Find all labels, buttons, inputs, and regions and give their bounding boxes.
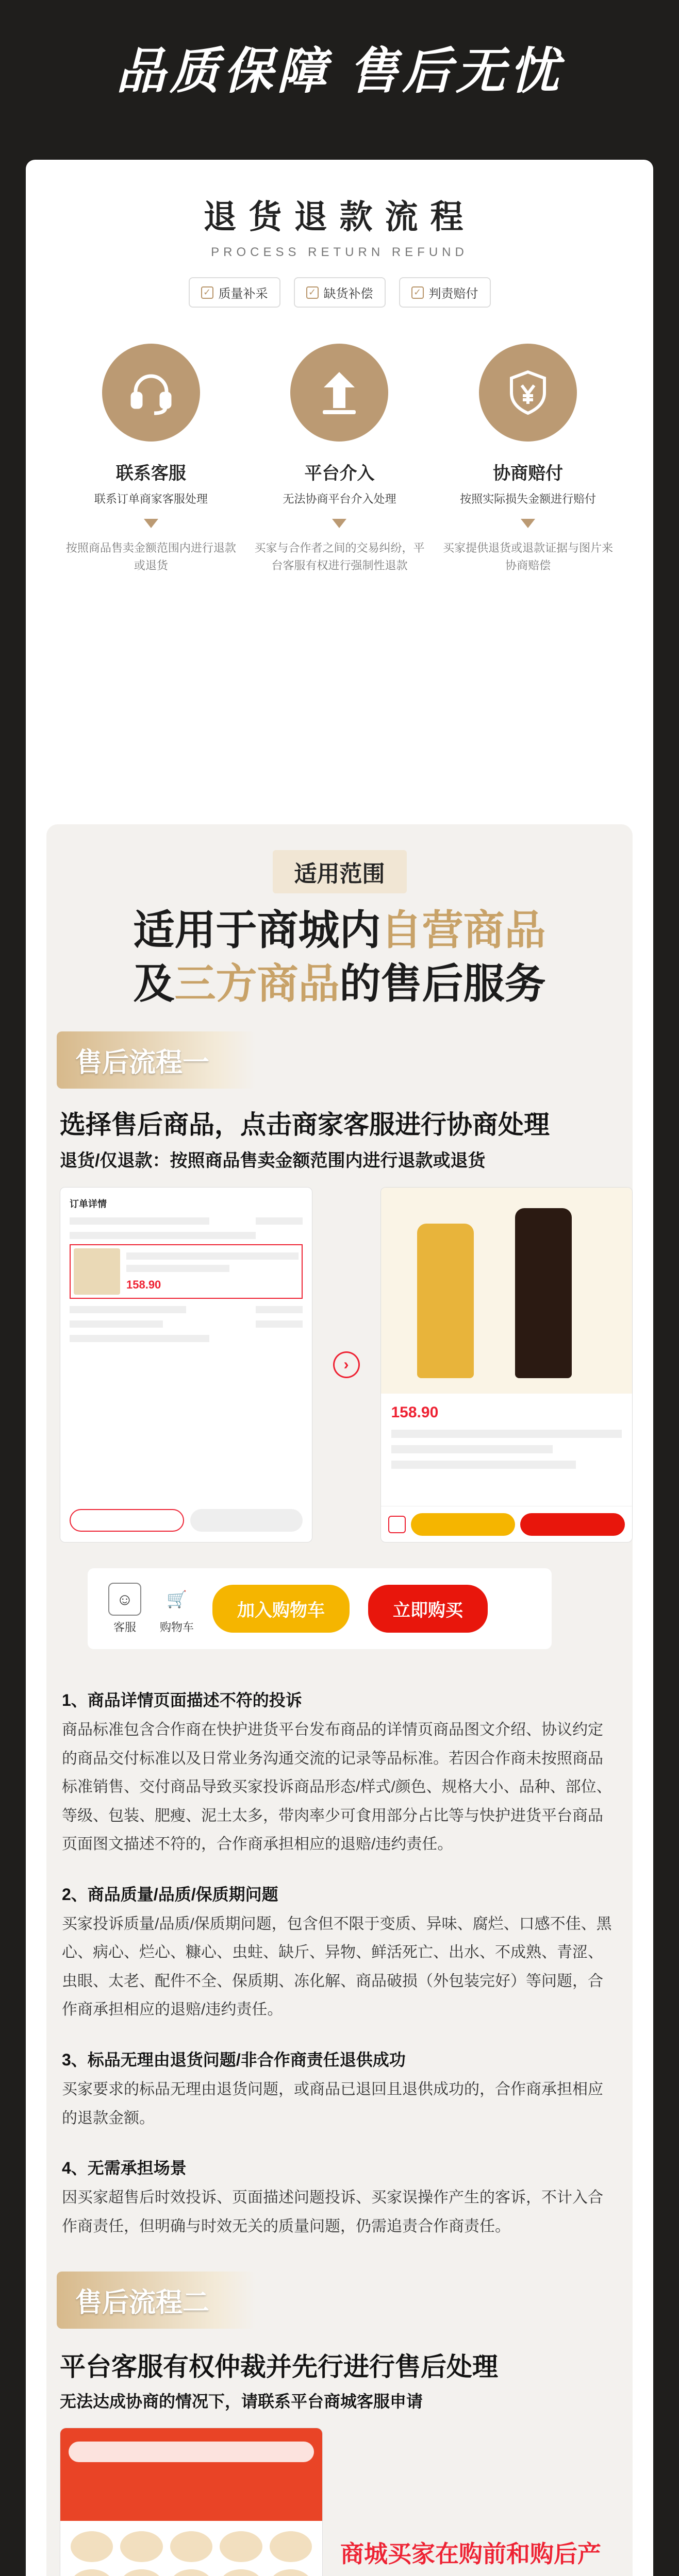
cart-button[interactable] [160,1583,194,1635]
service-contact [66,344,236,574]
check-icon: ✓ [201,286,213,299]
sauce-bottle-icon [515,1208,572,1378]
term-body: 商品标准包含合作商在快护进货平台发布商品的详情页商品图文介绍、协议约定的商品交付标准以及日常业务沟通交流的记录等品标准。若因合作商未按照商品标准销售、交付商品导致买家投诉商品形态/样式/颜色、规格大小、品种、部位、等级、包装、肥瘦、泥土太多，带肉率少可食用部分占比等与快护进货平台商品页面图文描述不符的，合作商承担相应的退赔/违约责任。 [62,1721,612,1853]
term-body: 买家投诉质量/品质/保质期问题，包含但不限于变质、异味、腐烂、口感不佳、黑心、病心、烂心、糠心、虫蛀、缺斤、异物、鲜活死亡、出水、不成熟、青涩、虫眼、太老、配件不全、保质期、冻化解、商品破损（外包装完好）等问题，合作商承担相应的退赔/违约责任。 [62,1915,612,2019]
order-detail-screenshot [60,1187,312,1543]
product-price: 158.90 [391,1404,439,1421]
product-action-bar [88,1568,552,1649]
scope-highlight: 三方商品 [174,961,340,1007]
order-detail-label: 订单详情 [70,1199,107,1209]
down-arrow-icon [332,519,346,528]
headset-icon [102,344,200,442]
check-icon: ✓ [411,286,424,299]
scope-panel [46,824,633,2576]
service-desc: 联系订单商家客服处理 [94,493,208,505]
highlighted-product [70,1244,303,1299]
term-body: 因买家超售后时效投诉、页面描述问题投诉、买家误操作产生的客诉，不计入合作商责任，但明确与时效无关的质量问题，仍需追责合作商责任。 [62,2189,603,2235]
service-label: 客服 [113,1621,136,1634]
down-arrow-icon [521,519,535,528]
top-banner [0,0,679,134]
scope-text: 适用于商城内 [133,907,381,953]
badge-label: 判责赔付 [428,287,478,301]
service-note: 买家提供退货或退款证据与图片来协商赔偿 [443,541,614,572]
badge-label: 缺货补偿 [323,287,373,301]
term-heading: 4、无需承担场景 [62,2159,187,2178]
service-note: 买家与合作者之间的交易纠纷，平台客服有权进行强制性退款 [254,541,425,572]
add-to-cart-button[interactable]: 加入购物车 [212,1585,350,1633]
badge-label: 质量补采 [218,287,268,301]
platform-icon [290,344,388,442]
scope-heading [46,904,633,1011]
category-grid [60,2521,322,2576]
stage2-label: 售后流程二 [57,2272,256,2329]
term-heading: 2、商品质量/品质/保质期问题 [62,1885,278,1904]
oil-bottle-icon [417,1224,474,1378]
buy-now-button[interactable]: 立即购买 [368,1585,488,1633]
badge-row [26,277,653,308]
stage1-label: 售后流程一 [57,1031,256,1089]
badge [189,277,280,308]
cart-label: 购物车 [160,1621,194,1634]
hotline-text: 商城买家在购前和购后产 [340,2540,601,2568]
chevron-right-icon: › [333,1351,360,1378]
service-icon: ☺ [108,1583,141,1616]
app-header [60,2428,322,2521]
product-thumbnail [74,1248,120,1295]
customer-service-button[interactable] [108,1583,141,1635]
service-platform [254,344,424,574]
scope-text: 及 [133,961,175,1007]
scope-pill: 适用范围 [273,850,407,893]
app-home-screenshot [60,2428,323,2576]
hotline-block [340,2428,608,2576]
service-desc: 按照实际损失金额进行赔付 [460,493,597,505]
main-card [26,160,653,2576]
stage2-title: 平台客服有权仲裁并先行进行售后处理 [60,2352,498,2382]
service-note: 按照商品售卖金额范围内进行退款或退货 [65,541,236,572]
product-price: 158.90 [126,1278,161,1291]
down-arrow-icon [144,519,158,528]
service-title: 协商赔付 [493,464,564,483]
product-page-screenshot [380,1187,633,1543]
badge [399,277,491,308]
term-heading: 1、商品详情页面描述不符的投诉 [62,1691,302,1709]
term-body: 买家要求的标品无理由退货问题，或商品已退回且退供成功的，合作商承担相应的退款金额。 [62,2081,603,2127]
service-compensation [443,344,613,574]
product-image [381,1188,633,1394]
service-title: 平台介入 [304,464,375,483]
scope-text: 的售后服务 [339,961,546,1007]
scope-highlight: 自营商品 [380,907,546,953]
stage2-section [46,2272,633,2576]
stage1-screenshots [60,1187,633,1543]
stage2-subtitle: 无法达成协商的情况下，请联系平台商城客服申请 [60,2392,423,2411]
refund-subtitle: PROCESS RETURN REFUND [211,245,468,259]
cart-icon: 🛒 [167,1590,187,1608]
terms-list [62,1685,617,2241]
stage1-title: 选择售后商品，点击商家客服进行协商处理 [60,1110,550,1139]
service-desc: 无法协商平台介入处理 [283,493,396,505]
check-icon: ✓ [306,286,319,299]
badge [294,277,386,308]
shield-yen-icon [479,344,577,442]
term-heading: 3、标品无理由退货问题/非合作商责任退供成功 [62,2050,406,2069]
service-title: 联系客服 [115,464,186,483]
stage1-section [46,1031,633,1649]
refund-title: 退货退款流程 [203,198,476,235]
stage1-subtitle: 退货/仅退款：按照商品售卖金额范围内进行退款或退货 [60,1151,486,1171]
banner-title: 品质保障 售后无忧 [116,43,563,99]
service-steps [57,344,622,574]
